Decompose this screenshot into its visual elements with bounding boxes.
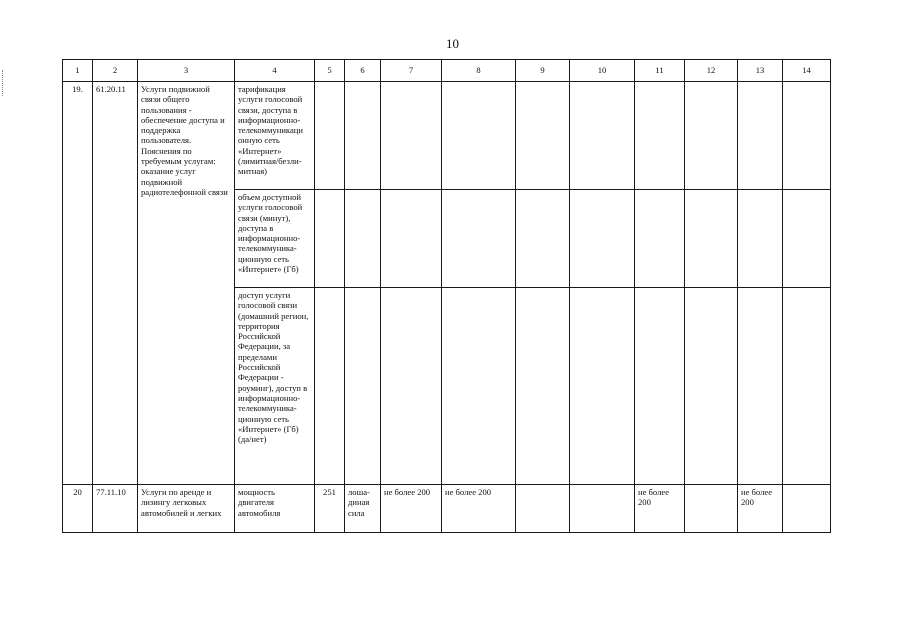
scan-edge-mark — [2, 70, 4, 96]
empty-cell — [381, 82, 442, 190]
page-number: 10 — [446, 36, 459, 51]
empty-cell — [783, 485, 831, 533]
empty-cell — [570, 485, 635, 533]
empty-cell — [381, 190, 442, 288]
unit-code: 251 — [315, 485, 345, 533]
okpd-code: 61.20.11 — [93, 82, 138, 485]
empty-cell — [783, 82, 831, 190]
column-header: 10 — [570, 60, 635, 82]
limit-value: не более 200 — [381, 485, 442, 533]
column-header: 7 — [381, 60, 442, 82]
characteristic-cell: тарификация услуги голосовой связи, доступа в информационно-телекоммуникаци онную сеть «Интернет» (лимитная/безли-митная) — [235, 82, 315, 190]
limit-value: не более 200 — [635, 485, 685, 533]
empty-cell — [345, 82, 381, 190]
empty-cell — [345, 190, 381, 288]
empty-cell — [685, 485, 738, 533]
empty-cell — [738, 82, 783, 190]
column-header: 6 — [345, 60, 381, 82]
characteristic-cell: объем доступной услуги голосовой связи (минут), доступа в информационно-телекоммуника-ционную сеть «Интернет» (Гб) — [235, 190, 315, 288]
empty-cell — [783, 190, 831, 288]
column-header: 5 — [315, 60, 345, 82]
empty-cell — [442, 82, 516, 190]
column-header: 4 — [235, 60, 315, 82]
row-number: 20 — [63, 485, 93, 533]
empty-cell — [685, 288, 738, 485]
okpd-code: 77.11.10 — [93, 485, 138, 533]
empty-cell — [516, 485, 570, 533]
column-header: 8 — [442, 60, 516, 82]
unit-name: лоша-диная сила — [345, 485, 381, 533]
empty-cell — [635, 288, 685, 485]
column-number-row — [63, 60, 831, 82]
empty-cell — [685, 82, 738, 190]
column-header: 2 — [93, 60, 138, 82]
empty-cell — [635, 190, 685, 288]
column-header: 11 — [635, 60, 685, 82]
column-header: 12 — [685, 60, 738, 82]
empty-cell — [685, 190, 738, 288]
empty-cell — [315, 190, 345, 288]
column-header: 13 — [738, 60, 783, 82]
column-header: 9 — [516, 60, 570, 82]
empty-cell — [516, 82, 570, 190]
table-row-19a — [63, 82, 831, 190]
column-header: 1 — [63, 60, 93, 82]
empty-cell — [738, 190, 783, 288]
empty-cell — [381, 288, 442, 485]
empty-cell — [442, 288, 516, 485]
characteristic-cell: доступ услуги голосовой связи (домашний регион, территория Российской Федерации, за пределами Российской Федерации - роуминг), доступ в информационно-телекоммуника-ционную сеть «Интернет» (Гб) (да/нет) — [235, 288, 315, 485]
limit-value: не более 200 — [442, 485, 516, 533]
empty-cell — [516, 190, 570, 288]
empty-cell — [570, 82, 635, 190]
empty-cell — [345, 288, 381, 485]
row-number: 19. — [63, 82, 93, 485]
empty-cell — [442, 190, 516, 288]
table-row-20 — [63, 485, 831, 533]
empty-cell — [738, 288, 783, 485]
empty-cell — [570, 190, 635, 288]
column-header: 14 — [783, 60, 831, 82]
empty-cell — [783, 288, 831, 485]
empty-cell — [570, 288, 635, 485]
characteristic-cell: мощность двигателя автомобиля — [235, 485, 315, 533]
empty-cell — [635, 82, 685, 190]
empty-cell — [516, 288, 570, 485]
empty-cell — [315, 82, 345, 190]
requirements-table — [62, 59, 831, 533]
empty-cell — [315, 288, 345, 485]
service-name: Услуги подвижной связи общего пользования - обеспечение доступа и поддержка пользователя. Пояснения по требуемым услугам: оказание услуг подвижной радиотелефонной связи — [138, 82, 235, 485]
column-header: 3 — [138, 60, 235, 82]
service-name: Услуги по аренде и лизингу легковых автомобилей и легких — [138, 485, 235, 533]
limit-value: не более 200 — [738, 485, 783, 533]
